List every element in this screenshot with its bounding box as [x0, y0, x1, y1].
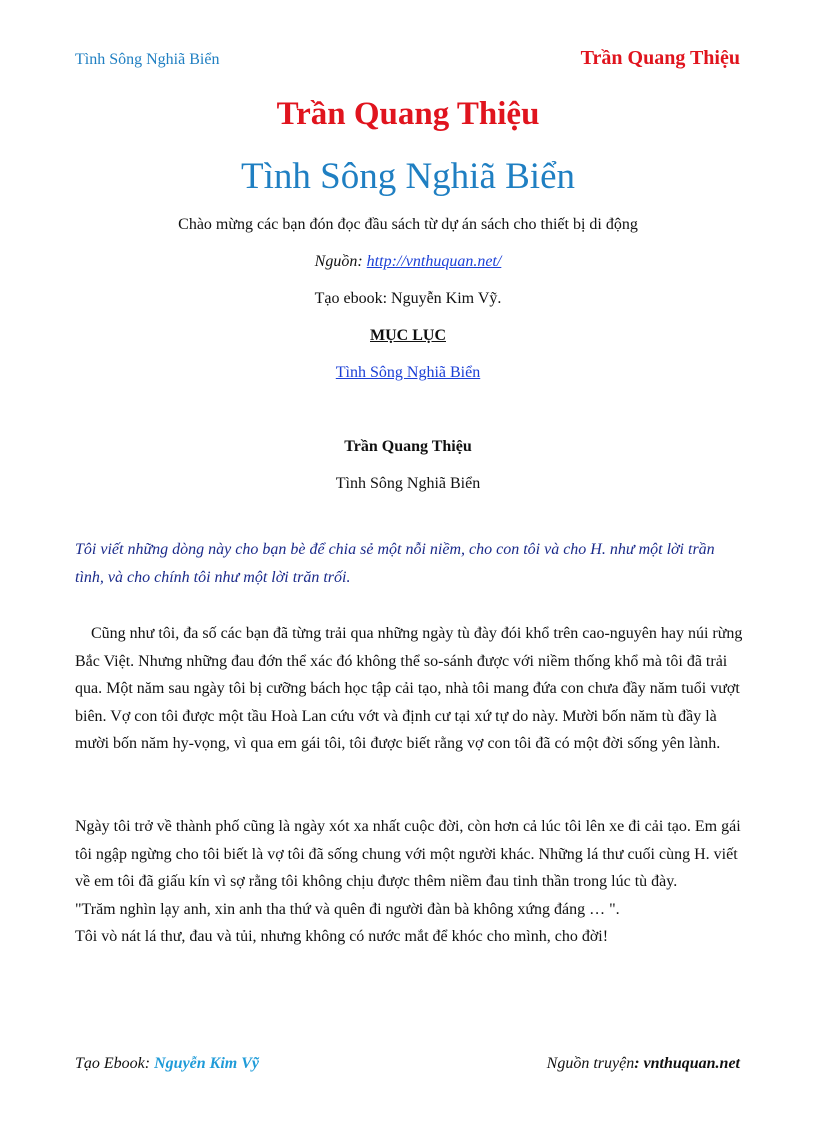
letter-quote: "Trăm nghìn lạy anh, xin anh tha thứ và quên đi người đàn bà không xứng đáng … ".	[75, 900, 620, 918]
toc-link[interactable]: Tình Sông Nghiã Biển	[335, 364, 481, 381]
footer-source-sep: :	[634, 1055, 644, 1072]
intro-paragraph: Tôi viết những dòng này cho bạn bè để chia sẻ một nỗi niềm, cho con tôi và cho H. như một lời trần tình, và cho chính tôi như một lời trăn trối.	[75, 541, 715, 586]
footer-source-label: Nguồn truyện	[546, 1055, 635, 1072]
running-header-book-title: Tình Sông Nghiã Biển	[75, 51, 220, 68]
ebook-credit: Tạo ebook: Nguyễn Kim Vỹ.	[314, 290, 502, 307]
body-paragraph-2: Ngày tôi trở về thành phố cũng là ngày xót xa nhất cuộc đời, còn hơn cả lúc tôi lên xe đi cải tạo. Em gái tôi ngập ngừng cho tôi biết là vợ tôi đã sống chung với một người khác. Những lá thư cuối cùng H. viết về em tôi đã giấu kín vì sợ rằng tôi không chịu được thêm niềm đau tinh thần trong lúc tù đày.	[75, 818, 741, 890]
source-label: Nguồn:	[314, 253, 367, 270]
footer-source	[547, 1055, 740, 1073]
welcome-text: Chào mừng các bạn đón đọc đầu sách từ dự án sách cho thiết bị di động	[178, 216, 638, 233]
running-header-author: Trần Quang Thiệu	[580, 47, 740, 69]
footer-ebook-sep: :	[144, 1055, 155, 1072]
source-line	[0, 253, 816, 271]
chapter-author: Trần Quang Thiệu	[344, 438, 472, 455]
page-title-book: Tình Sông Nghiã Biển	[240, 156, 575, 197]
footer-ebook-label: Tạo Ebook	[75, 1055, 145, 1072]
page-title-author: Trần Quang Thiệu	[276, 96, 540, 132]
toc-heading: MỤC LỤC	[370, 327, 446, 344]
body-block-2	[75, 813, 745, 951]
footer-ebook-name: Nguyễn Kim Vỹ	[154, 1055, 259, 1072]
body-paragraph-3: Tôi vò nát lá thư, đau và tủi, nhưng không có nước mắt để khóc cho mình, cho đời!	[75, 928, 609, 945]
footer-source-site: vnthuquan.net	[643, 1055, 740, 1072]
source-link[interactable]: http://vnthuquan.net/	[366, 253, 502, 270]
footer-ebook-credit	[75, 1055, 259, 1073]
chapter-title: Tình Sông Nghiã Biển	[335, 475, 481, 492]
body-paragraph-1: Cũng như tôi, đa số các bạn đã từng trải qua những ngày tù đày đói khổ trên cao-nguyên hay núi rừng Bắc Việt. Nhưng những đau đớn thể xác đó không thể so-sánh được với niềm thống khổ mà tôi đã trải qua. Một năm sau ngày tôi bị cưỡng bách học tập cải tạo, nhà tôi mang đứa con chưa đầy năm tuổi vượt biên. Vợ con tôi được một tầu Hoà Lan cứu vớt và định cư tại xứ tự do này. Mười bốn năm tù đầy là mười bốn năm hy-vọng, vì qua em gái tôi, tôi được biết rằng vợ con tôi đã có một đời sống yên lành.	[75, 625, 743, 752]
